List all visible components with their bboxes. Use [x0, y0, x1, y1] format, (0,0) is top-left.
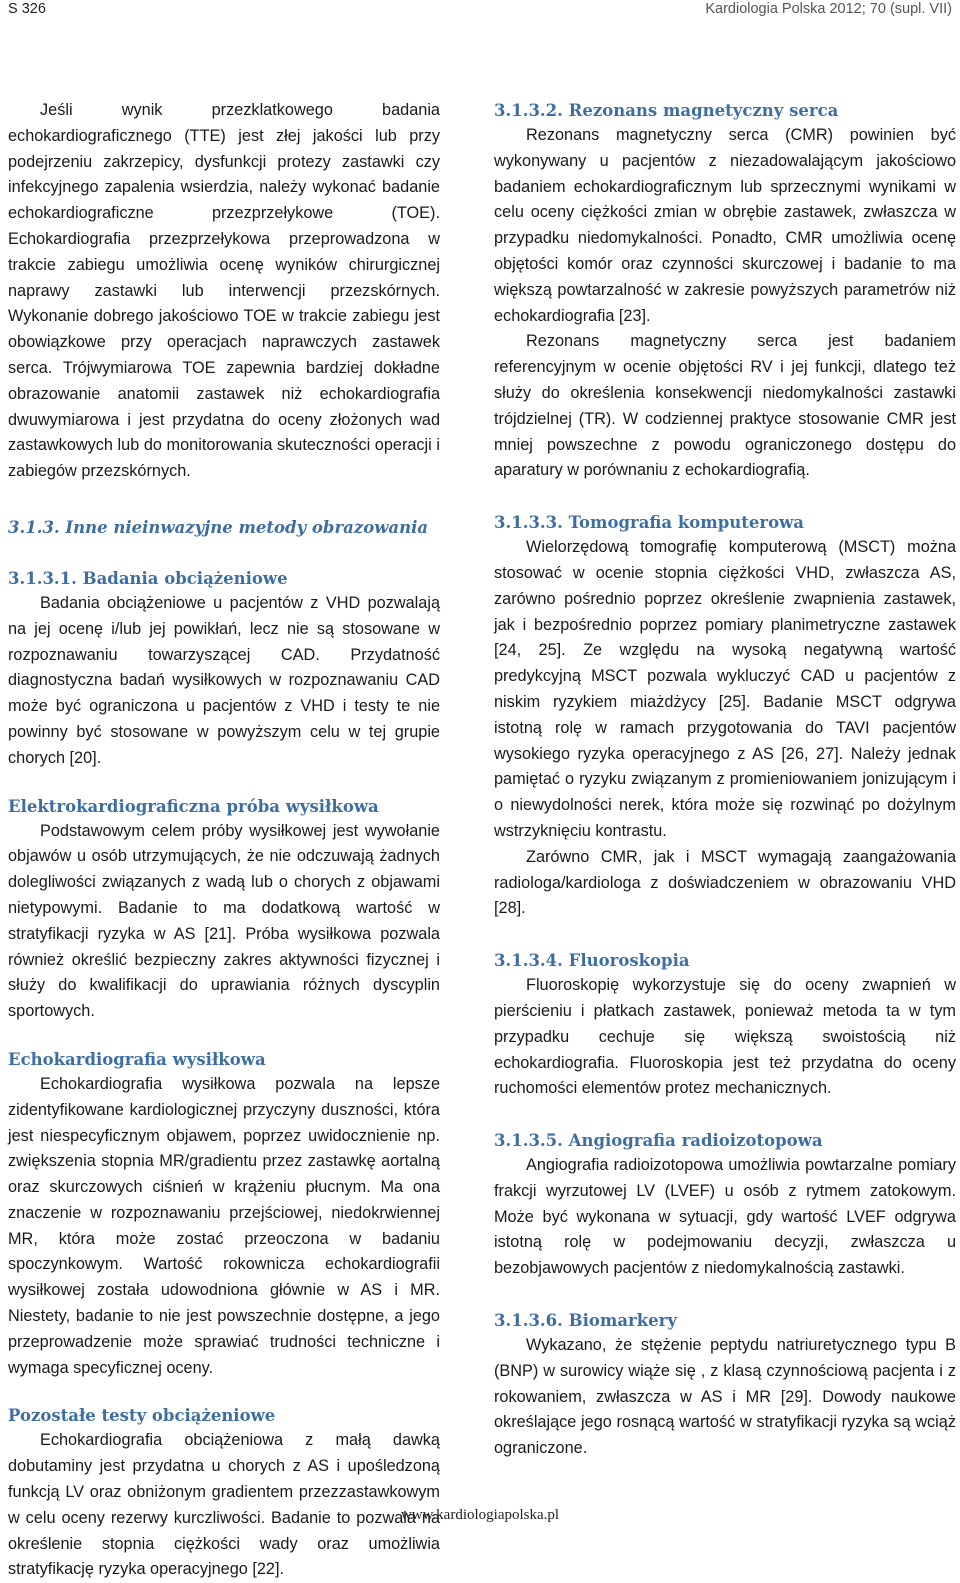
subsection-ekg-text: Podstawowym celem próby wysiłkowej jest wywołanie objawów u osób utrzymujących, że nie odczuwają żadnych dolegliwości związanych z wadą lub o chorych z objawami nietypowymi. Badanie to ma dodatkową wartość w stratyfikacji ryzyka w AS [21]. Próba wysiłkowa pozwala również określić bezpieczny zakres aktywności fizycznej i służy do kwalifikacji do uprawiania różnych dyscyplin sportowych. — [8, 821, 440, 1021]
section-3-1-3-6-p1: Wykazano, że stężenie peptydu natriuretycznego typu B (BNP) w surowicy wiąże się , z klasą czynnościową pacjenta i z rokowaniem, zwłaszcza w AS i MR [29]. Dowody naukowe określające jego rosnącą wartość w stratyfikacji ryzyka są wciąż ograniczone. — [494, 1336, 956, 1458]
section-3-1-3-2-p2: Rezonans magnetyczny serca jest badaniem referencyjnym w ocenie objętości RV i jej funkcji, dlatego też służy do określenia konsekwencji niedomykalności zastawki trójdzielnej (TR). W codziennej praktyce stosowanie CMR jest mniej powszechne z powodu ograniczonego dostępu do aparatury w porównaniu z echokardiografią. — [494, 332, 956, 480]
section-3-1-3-3-p1: Wielorzędową tomografię komputerową (MSCT) można stosować w ocenie stopnia ciężkości VHD, zwłaszcza AS, zarówno pośrednio poprzez określenie zwapnienia zastawek, jak i bezpośrednio poprzez pomiary planimetryczne zastawek [24, 25]. Ze względu na wysoką negatywną wartość predykcyjną MSCT pozwala wykluczyć CAD u pacjentów z niskim ryzykiem miażdżycy [25]. Badanie MSCT odgrywa istotną rolę w ramach przygotowania do TAVI pacjentów wysokiego ryzyka operacyjnego z AS [26, 27]. Należy jednak pamiętać o ryzyku związanym z promieniowaniem jonizującym i o niewydolności nerek, która może się rozwinąć po dożylnym wstrzyknięciu kontrastu. — [494, 538, 956, 840]
section-3-1-3-4-p1: Fluoroskopię wykorzystuje się do oceny zwapnień w pierścieniu i płatkach zastawek, ponieważ metoda ta w tym przypadku cechuje się większą swoistością niż echokardiografia. Fluoroskopia jest też przydatna do oceny ruchomości elementów protez mechanicznych. — [494, 976, 956, 1098]
section-heading-3-1-3: 3.1.3. Inne nieinwazyjne metody obrazowania — [8, 517, 429, 537]
section-heading-3-1-3-3: 3.1.3.3. Tomografia komputerowa — [494, 513, 804, 533]
section-heading-3-1-3-5: 3.1.3.5. Angiografia radioizotopowa — [494, 1131, 823, 1151]
section-3-1-3-5-p1: Angiografia radioizotopowa umożliwia powtarzalne pomiary frakcji wyrzutowej LV (LVEF) u osób z rytmem zatokowym. Może być wykonana w sytuacji, gdy wartość LVEF odgrywa istotną rolę w podejmowaniu decyzji, zwłaszcza u bezobjawowych pacjentów z niedomykalnością zastawki. — [494, 1156, 956, 1278]
intro-paragraph: Jeśli wynik przezklatkowego badania echokardiograficznego (TTE) jest złej jakości lub przy podejrzeniu zakrzepicy, dysfunkcji protezy zastawki czy infekcyjnego zapalenia wsierdzia, należy wykonać badanie echokardiograficzne przezprzełykowe (TOE). Echokardiografia przezprzełykowa przeprowadzona w trakcie zabiegu umożliwia ocenę wyników chirurgicznej naprawy zastawki lub interwencji przezskórnych. Wykonanie dobrego jakościowo TOE w trakcie zabiegu jest obowiązkowe przy operacjach naprawczych zastawek serca. Trójwymiarowa TOE zapewnia bardziej dokładne obrazowanie anatomii zastawek niż echokardiografia dwuwymiarowa i jest przydatna do oceny złożonych wad zastawkowych lub do monitorowania skuteczności operacji i zabiegów przezskórnych. — [8, 101, 440, 481]
section-3-1-3-1-text: Badania obciążeniowe u pacjentów z VHD pozwalają na jej ocenę i/lub jej powikłań, lecz nie są stosowane w rozpoznawaniu towarzyszącej CAD. Przydatność diagnostyczna badań wysiłkowych w rozpoznawaniu CAD może być ograniczona u pacjentów z VHD i testy te nie powinny być stosowane w powyższym celu w tej grupie chorych [20]. — [8, 593, 440, 767]
subsection-echo-text: Echokardiografia wysiłkowa pozwala na lepsze zidentyfikowane kardiologicznej przyczyny duszności, która jest niespecyficznym objawem, poprzez uwidocznienie np. zwiększenia stopnia MR/gradientu przez zastawkę aortalną oraz skurczowych ciśnień w krążeniu płucnym. Ma ona znaczenie w rozpoznawaniu przejściowej, niedokrwiennej MR, która może zostać przeoczona w badaniu spoczynkowym. Wartość rokownicza echokardiografii wysiłkowej została udowodniona głównie w AS i MR. Niestety, badanie to nie jest powszechnie dostępne, a jego przeprowadzenie może sprawiać trudności techniczne i wymaga specyficznej oceny. — [8, 1074, 440, 1377]
left-column — [8, 98, 440, 1583]
section-heading-3-1-3-1: 3.1.3.1. Badania obciążeniowe — [8, 568, 288, 588]
page-header — [8, 0, 952, 24]
section-heading-3-1-3-6: 3.1.3.6. Biomarkery — [494, 1311, 677, 1331]
section-heading-3-1-3-4: 3.1.3.4. Fluoroskopia — [494, 951, 690, 971]
right-column — [494, 98, 956, 1462]
section-heading-3-1-3-2: 3.1.3.2. Rezonans magnetyczny serca — [494, 101, 839, 120]
footer-url: www.kardiologiapolska.pl — [400, 1507, 560, 1523]
section-3-1-3-3-p2: Zarówno CMR, jak i MSCT wymagają zaangażowania radiologa/kardiologa z doświadczeniem w obrazowaniu VHD [28]. — [494, 847, 956, 918]
subsection-heading-ekg: Elektrokardiograficzna próba wysiłkowa — [8, 796, 379, 816]
page-number: S 326 — [8, 1, 46, 17]
section-3-1-3-2-p1: Rezonans magnetyczny serca (CMR) powinien być wykonywany u pacjentów z niezadowalającym jakościowo badaniem echokardiograficznym lub sprzecznymi wynikami w celu oceny ciężkości zmian w obrębie zastawek, zwłaszcza w przypadku niedomykalności. Ponadto, CMR umożliwia ocenę objętości komór oraz czynności skurczowej i badanie to ma większą powtarzalność w zakresie powyższych parametrów niż echokardiografia [23]. — [494, 126, 956, 325]
subsection-other-text: Echokardiografia obciążeniowa z małą dawką dobutaminy jest przydatna u chorych z AS i upośledzoną funkcją LV oraz obniżonym gradientem przezzastawkowym w celu oceny rezerwy kurczliwości. Badanie to pozwala na określenie stopnia ciężkości wady oraz umożliwia stratyfikację ryzyka operacyjnego [22]. — [8, 1431, 440, 1579]
subsection-heading-other: Pozostałe testy obciążeniowe — [8, 1406, 276, 1426]
subsection-heading-echo: Echokardiografia wysiłkowa — [8, 1049, 266, 1069]
journal-citation: Kardiologia Polska 2012; 70 (supl. VII) — [705, 1, 952, 17]
